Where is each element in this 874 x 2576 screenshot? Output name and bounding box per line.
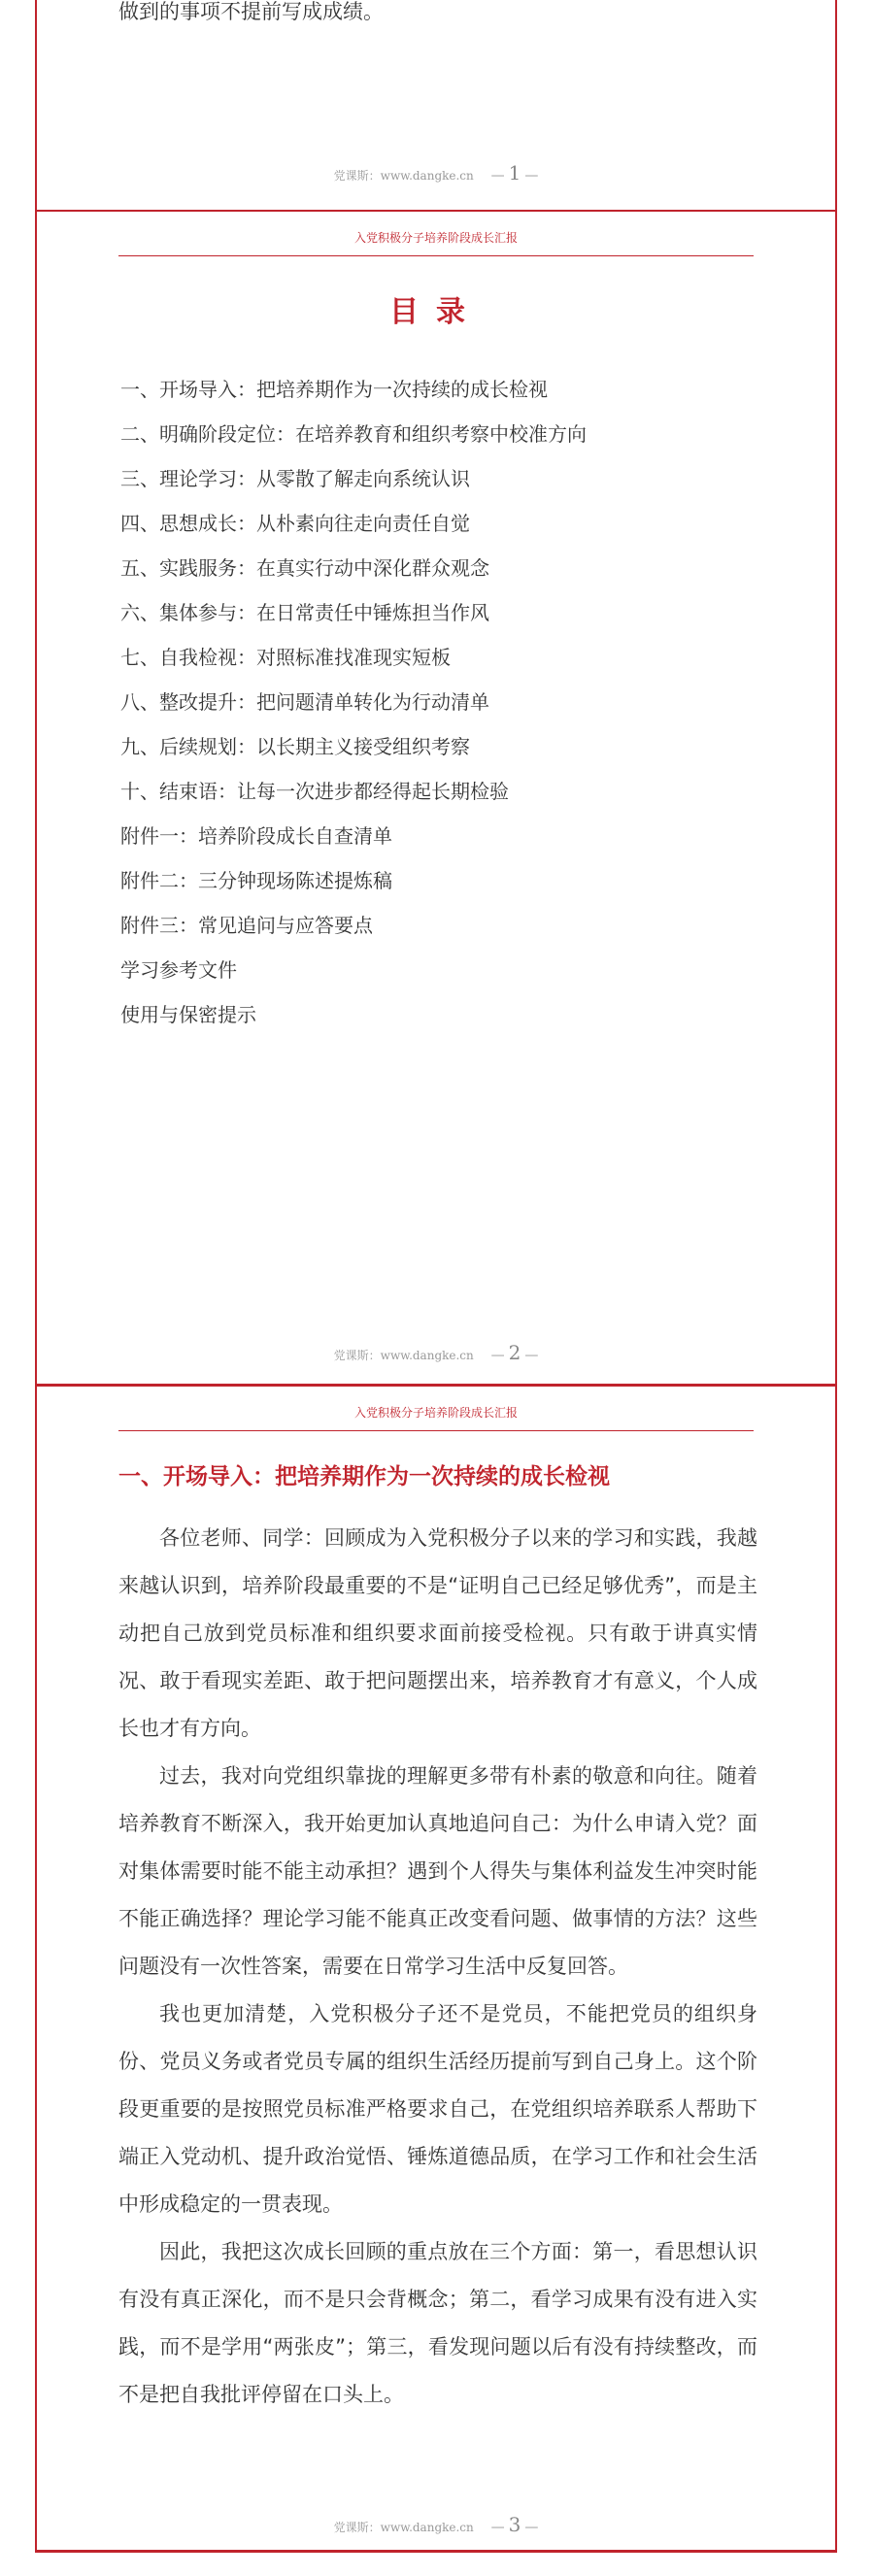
toc-item: 六、集体参与：在日常责任中锤炼担当作风 bbox=[120, 601, 489, 624]
footer-site: 党课斯：www.dangke.cn bbox=[333, 1349, 474, 1362]
toc-item: 二、明确阶段定位：在培养教育和组织考察中校准方向 bbox=[120, 422, 587, 446]
toc-item: 十、结束语：让每一次进步都经得起长期检验 bbox=[120, 780, 509, 803]
page3-header: 入党积极分子培养阶段成长汇报 bbox=[118, 1404, 754, 1431]
page3-body bbox=[118, 1515, 757, 2419]
toc-item: 使用与保密提示 bbox=[120, 1003, 256, 1026]
page2-header: 入党积极分子培养阶段成长汇报 bbox=[118, 229, 754, 256]
body-paragraph: 各位老师、同学：回顾成为入党积极分子以来的学习和实践，我越来越认识到，培养阶段最重要的不是“证明自己已经足够优秀”，而是主动把自己放到党员标准和组织要求面前接受检视。只有敢于讲真实情况、敢于看现实差距、敢于把问题摆出来，培养教育才有意义，个人成长也才有方向。 bbox=[118, 1526, 757, 1740]
toc-item: 五、实践服务：在真实行动中深化群众观念 bbox=[120, 556, 489, 580]
page-number: 1 bbox=[508, 161, 521, 184]
document-page-1 bbox=[35, 0, 837, 210]
page-divider bbox=[35, 2550, 837, 2553]
body-paragraph: 因此，我把这次成长回顾的重点放在三个方面：第一，看思想认识有没有真正深化，而不是只会背概念；第二，看学习成果有没有进入实践，而不是学用“两张皮”；第三，看发现问题以后有没有持续整改，而不是把自我批评停留在口头上。 bbox=[118, 2240, 757, 2406]
toc-item: 附件一：培养阶段成长自查清单 bbox=[120, 824, 392, 848]
body-paragraph: 我也更加清楚，入党积极分子还不是党员，不能把党员的组织身份、党员义务或者党员专属的组织生活经历提前写到自己身上。这个阶段更重要的是按照党员标准严格要求自己，在党组织培养联系人帮助下端正入党动机、提升政治觉悟、锤炼道德品质，在学习工作和社会生活中形成稳定的一贯表现。 bbox=[118, 2002, 757, 2216]
section-title: 一、开场导入：把培养期作为一次持续的成长检视 bbox=[118, 1464, 610, 1489]
page1-footer: 党课斯：www.dangke.cn — 1 — bbox=[333, 161, 539, 184]
page1-body bbox=[118, 0, 757, 36]
page1-tail-text: 做到的事项不提前写成成绩。 bbox=[118, 0, 384, 23]
footer-site: 党课斯：www.dangke.cn bbox=[333, 2521, 474, 2534]
toc-item: 七、自我检视：对照标准找准现实短板 bbox=[120, 646, 451, 669]
page3-footer: 党课斯：www.dangke.cn — 3 — bbox=[333, 2513, 539, 2536]
footer-site: 党课斯：www.dangke.cn bbox=[333, 169, 474, 183]
page-number: 2 bbox=[508, 1341, 521, 1364]
page-number: 3 bbox=[508, 2513, 521, 2536]
toc-item: 附件二：三分钟现场陈述提炼稿 bbox=[120, 869, 392, 892]
toc-item: 四、思想成长：从朴素向往走向责任自觉 bbox=[120, 512, 470, 535]
toc-item: 附件三：常见追问与应答要点 bbox=[120, 914, 373, 937]
toc-item: 九、后续规划：以长期主义接受组织考察 bbox=[120, 735, 470, 758]
toc-item: 三、理论学习：从零散了解走向系统认识 bbox=[120, 467, 470, 490]
toc-item: 学习参考文件 bbox=[120, 958, 237, 982]
toc-item: 一、开场导入：把培养期作为一次持续的成长检视 bbox=[120, 378, 548, 401]
toc-list bbox=[120, 367, 587, 1037]
body-paragraph: 过去，我对向党组织靠拢的理解更多带有朴素的敬意和向往。随着培养教育不断深入，我开始更加认真地追问自己：为什么申请入党？面对集体需要时能不能主动承担？遇到个人得失与集体利益发生冲突时能不能正确选择？理论学习能不能真正改变看问题、做事情的方法？这些问题没有一次性答案，需要在日常学习生活中反复回答。 bbox=[118, 1764, 757, 1978]
document-page-3 bbox=[35, 1387, 837, 2552]
page2-footer: 党课斯：www.dangke.cn — 2 — bbox=[333, 1341, 539, 1364]
toc-title: 目录 bbox=[389, 295, 483, 329]
toc-item: 八、整改提升：把问题清单转化为行动清单 bbox=[120, 690, 489, 714]
document-page-2 bbox=[35, 212, 837, 1385]
